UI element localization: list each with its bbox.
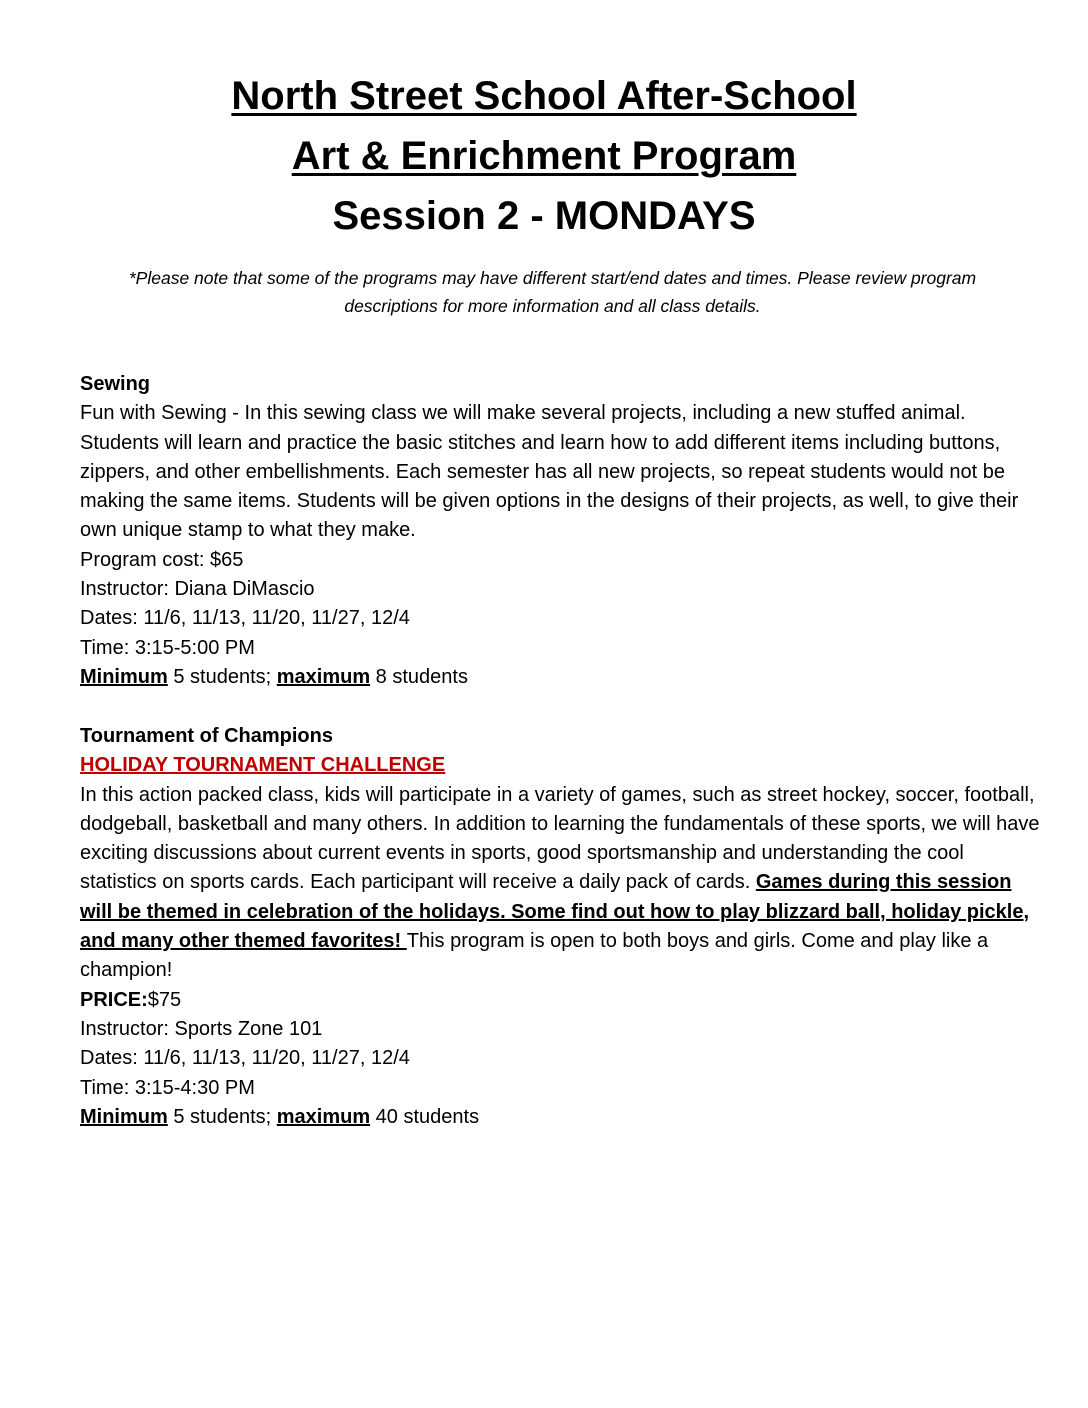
program-note: *Please note that some of the programs may have different start/end dates and times. Please review program descriptions for more information and all class details. — [128, 268, 977, 316]
tournament-description — [80, 781, 1040, 986]
sewing-title: Sewing — [80, 373, 151, 395]
sewing-section — [80, 370, 1040, 692]
tournament-price-label: PRICE: — [80, 988, 148, 1011]
tournament-dates: Dates: 11/6, 11/13, 11/20, 11/27, 12/4 — [80, 1047, 410, 1070]
tournament-max-label: maximum — [276, 1105, 371, 1128]
title-line-3: Session 2 - MONDAYS — [332, 194, 756, 238]
tournament-min-label: Minimum — [80, 1105, 168, 1128]
sewing-min-label: Minimum — [80, 665, 168, 688]
document-header — [0, 66, 1088, 246]
tournament-price — [80, 986, 1040, 1015]
sewing-description: Fun with Sewing - In this sewing class we will make several projects, including a new stuffed animal. Students will learn and practice the basic stitches and learn how to add different items including buttons, zippers, and other embellishments. Each semester has all new projects, so repeat students would not be making the same items. Students will be given options in the designs of their projects, as well, to give their own unique stamp to what they make. — [80, 402, 1019, 542]
sewing-max-label: maximum — [276, 665, 371, 688]
tournament-time: Time: 3:15-4:30 PM — [80, 1076, 255, 1099]
sewing-dates: Dates: 11/6, 11/13, 11/20, 11/27, 12/4 — [80, 607, 410, 630]
sewing-cost: Program cost: $65 — [80, 548, 244, 571]
tournament-min-value: 5 students; — [167, 1105, 277, 1128]
tournament-enrollment — [80, 1103, 1040, 1132]
tournament-subtitle: HOLIDAY TOURNAMENT CHALLENGE — [80, 754, 446, 777]
tournament-highlight: Games during this session will be themed in celebration of the holidays. Some find out how to play blizzard ball, holiday pickle, and many other themed favorites! — [80, 871, 1030, 953]
tournament-closing: This program is open to both boys and girls. Come and play like a champion! — [80, 930, 989, 982]
tournament-title: Tournament of Champions — [80, 725, 333, 747]
tournament-description-text: In this action packed class, kids will participate in a variety of games, such as street hockey, soccer, football, dodgeball, basketball and many others. In addition to learning the fundamentals of these sports, we will have exciting discussions about current events in sports, good sportsmanship and understanding the cool statistics on sports cards. Each participant will receive a daily pack of cards. — [80, 783, 1040, 894]
title-line-2: Art & Enrichment Program — [291, 134, 797, 178]
sewing-max-value: 8 students — [370, 665, 468, 688]
title-line-1: North Street School After-School — [231, 74, 857, 118]
sewing-enrollment — [80, 663, 1040, 692]
tournament-section — [80, 722, 1040, 1132]
sewing-min-value: 5 students; — [167, 665, 277, 688]
tournament-instructor: Instructor: Sports Zone 101 — [80, 1017, 323, 1040]
sewing-instructor: Instructor: Diana DiMascio — [80, 578, 315, 601]
tournament-max-value: 40 students — [370, 1105, 480, 1128]
sewing-time: Time: 3:15-5:00 PM — [80, 636, 255, 659]
tournament-price-value: $75 — [147, 988, 182, 1011]
